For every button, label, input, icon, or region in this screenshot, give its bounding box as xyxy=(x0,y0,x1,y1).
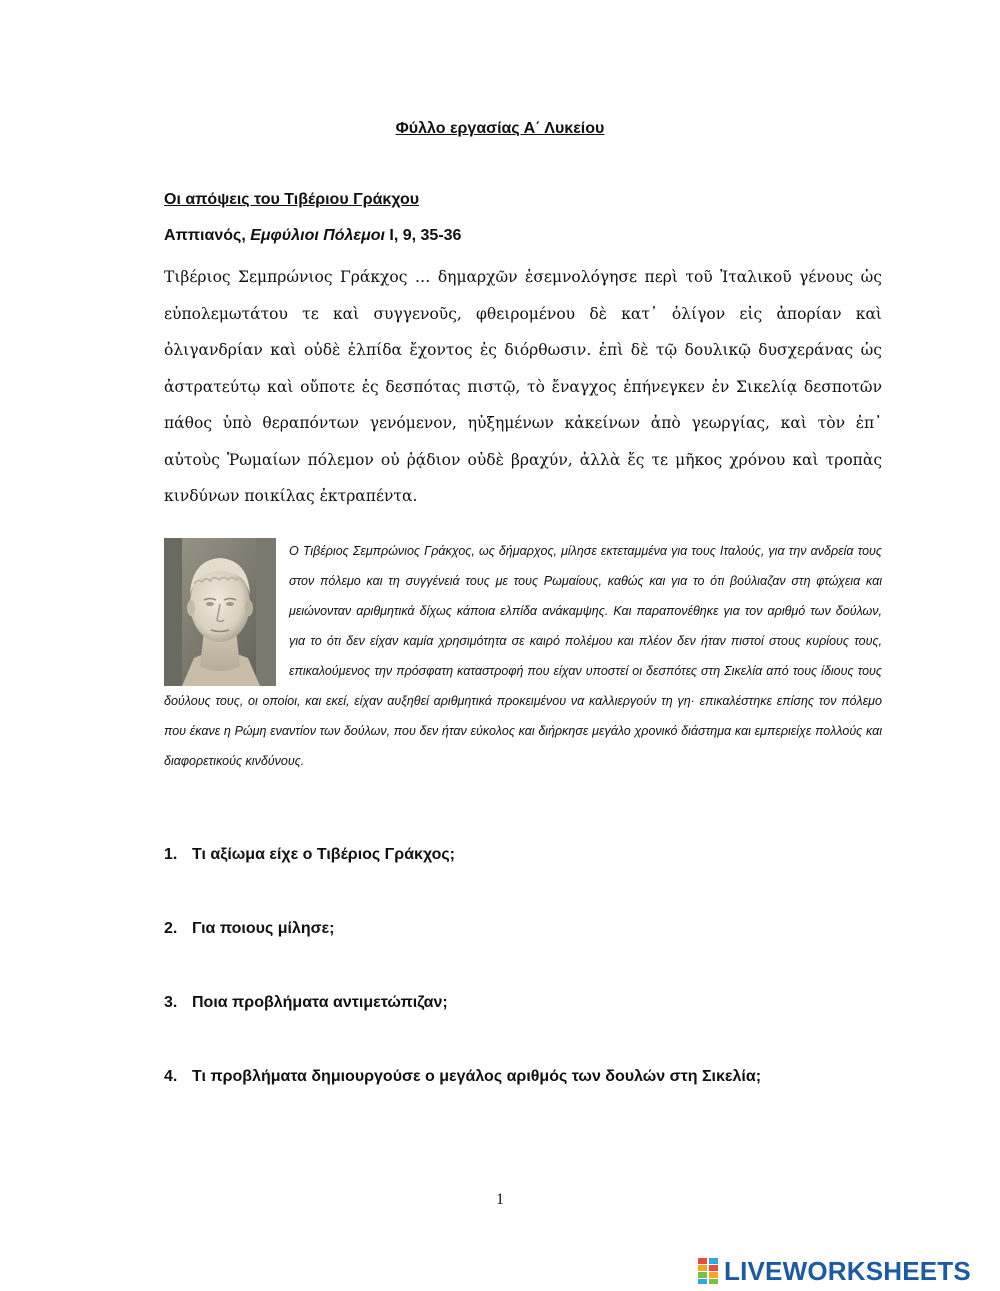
question-text: Ποια προβλήματα αντιμετώπιζαν; xyxy=(192,994,448,1011)
question-item xyxy=(164,920,882,994)
question-item xyxy=(164,1068,882,1142)
source-citation xyxy=(164,227,461,245)
section-title: Οι απόψεις του Τιβέριου Γράκχου xyxy=(164,191,420,208)
question-item xyxy=(164,994,882,1068)
translation-text: Ο Τιβέριος Σεμπρώνιος Γράκχος, ως δήμαρχος, μίλησε εκτεταμμένα για τους Ιταλούς, για την ανδρεία τους στον πόλεμο και τη συγγένειά τους με τους Ρωμαίους, καθώς και για το ότι βούλιαζαν στη φτώχεια και μειώνονταν αριθμητικά δίχως κάποια ελπίδα ανάκαμψης. Και παραπονέθηκε για τον αριθμό των δούλων, για το ότι δεν είχαν καμία χρησιμότητα σε καιρό πολέμου και πλέον δεν ήταν πιστοί στους κυρίους τους, επικαλούμενος την πρόσφατη καταστροφή που είχαν υποστεί οι δεσπότες στη Σικελία από τους ίδιους τους δούλους τους, οι οποίοι, και εκεί, είχαν αυξηθεί αριθμητικά προκειμένου να καλλιεργούν τη γη· επικαλέστηκε επίσης τον πόλεμο που έκανε η Ρώμη εναντίον των δούλων, που δεν ήταν εύκολος και διήρκησε μεγάλο χρονικό διάστημα και εμπεριείχε πολλούς και διαφορετικούς κινδύνους. xyxy=(164,544,882,768)
question-text: Τι αξίωμα είχε ο Τιβέριος Γράκχος; xyxy=(192,846,455,863)
question-item xyxy=(164,846,882,920)
liveworksheets-wordmark: LIVEWORKSHEETS xyxy=(724,1255,971,1286)
question-number: 4. xyxy=(164,1068,178,1085)
liveworksheets-icon xyxy=(698,1258,720,1284)
page-title: Φύλλο εργασίας Α΄ Λυκείου xyxy=(395,120,605,137)
questions-list xyxy=(164,846,882,1142)
question-text: Για ποιους μίλησε; xyxy=(192,920,335,937)
source-reference: Ι, 9, 35-36 xyxy=(384,227,462,244)
ancient-greek-text: Τιβέριος Σεμπρώνιος Γράκχος … δημαρχῶν ἐσεμνολόγησε περὶ τοῦ Ἰταλικοῦ γένους ὡς εὐπολεμωτάτου τε καὶ συγγενοῦς, φθειρομένου δὲ κατ᾽ ὀλίγον εἰς ἀπορίαν καὶ ὀλιγανδρίαν καὶ οὐδὲ ἐλπίδα ἔχοντος ἐς διόρθωσιν. ἐπὶ δὲ τῷ δουλικῷ δυσχεράνας ὡς ἀστρατεύτῳ καὶ οὔποτε ἐς δεσπότας πιστῷ, τὸ ἔναγχος ἐπήνεγκεν ἐν Σικελίᾳ δεσποτῶν πάθος ὑπὸ θεραπόντων γενόμενον, ηὐξημένων κἀκείνων ἀπὸ γεωργίας, καὶ τὸν ἐπ᾽ αὐτοὺς Ῥωμαίων πόλεμον οὐ ῥᾴδιον οὐδὲ βραχύν, ἀλλὰ ἔς τε μῆκος χρόνου καὶ τροπὰς κινδύνων ποικίλας ἐκτραπέντα. xyxy=(164,268,882,505)
question-number: 2. xyxy=(164,920,178,937)
liveworksheets-logo[interactable] xyxy=(698,1256,971,1286)
question-text: Τι προβλήματα δημιουργούσε ο μεγάλος αριθμός των δουλών στη Σικελία; xyxy=(192,1068,762,1085)
source-author: Αππιανός, xyxy=(164,227,251,244)
question-number: 1. xyxy=(164,846,178,863)
source-work: Εμφύλιοι Πόλεμοι xyxy=(250,227,385,244)
question-number: 3. xyxy=(164,994,178,1011)
page-number: 1 xyxy=(496,1191,504,1208)
modern-greek-translation xyxy=(164,536,882,776)
